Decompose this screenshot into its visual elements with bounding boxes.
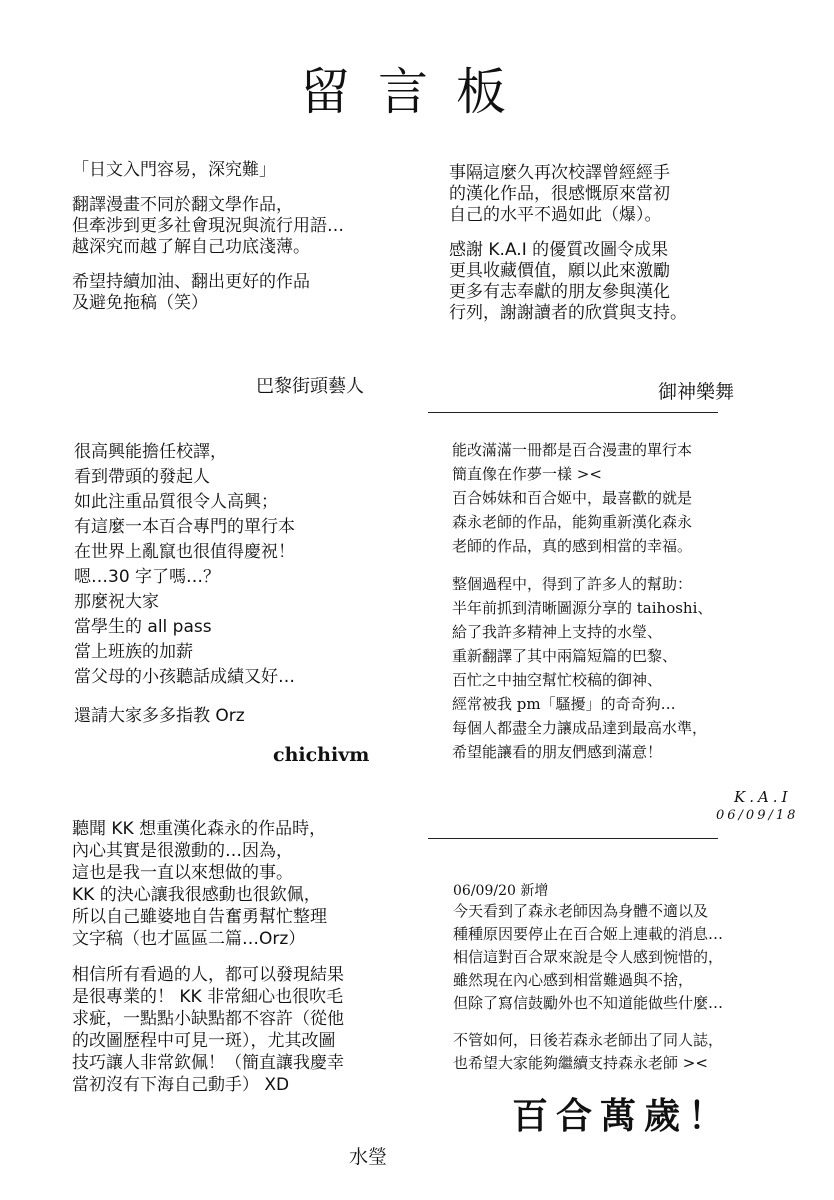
text-line: 事隔這麼久再次校譯曾經經手 bbox=[449, 163, 670, 183]
text-line: 但除了寫信鼓勵外也不知道能做些什麼… bbox=[453, 994, 724, 1012]
text-line: 但牽涉到更多社會現況與流行用語… bbox=[72, 216, 344, 236]
text-line: 技巧讓人非常欽佩！（簡直讓我慶幸 bbox=[72, 1053, 344, 1073]
text-line: 森永老師的作品，能夠重新漢化森永 bbox=[452, 513, 693, 531]
text-line: 如此注重品質很令人高興； bbox=[74, 492, 278, 512]
blank-line bbox=[449, 226, 687, 240]
divider-top-right bbox=[428, 412, 718, 413]
signature-paris: 巴黎街頭藝人 bbox=[256, 376, 364, 397]
text-line: 簡直像在作夢一樣 >< bbox=[452, 465, 602, 483]
text-line: 是很專業的！ KK 非常細心也很吹毛 bbox=[72, 987, 344, 1007]
text-line: 整個過程中，得到了許多人的幫助： bbox=[452, 575, 693, 593]
divider-middle-right bbox=[428, 838, 718, 839]
text-line: 當學生的 all pass bbox=[74, 617, 212, 637]
text-line: 老師的作品，真的感到相當的幸福。 bbox=[452, 537, 693, 555]
message-update bbox=[453, 900, 723, 1075]
text-line: 雖然現在內心感到相當難過與不捨， bbox=[453, 971, 694, 989]
text-line: 「日文入門容易，深究難」 bbox=[72, 160, 276, 180]
text-line: 內心其實是很激動的…因為， bbox=[72, 841, 293, 861]
text-line: 很高興能擔任校譯， bbox=[74, 442, 227, 462]
text-line: 百忙之中抽空幫忙校稿的御神、 bbox=[452, 671, 663, 689]
text-line: 當父母的小孩聽話成績又好… bbox=[74, 667, 295, 687]
text-line: 這也是我一直以來想做的事。 bbox=[72, 863, 293, 883]
blank-line bbox=[72, 258, 344, 272]
text-line: 那麼祝大家 bbox=[74, 592, 159, 612]
text-line: 嗯…30 字了嗎…？ bbox=[74, 567, 221, 587]
text-line: 感謝 K.A.I 的優質改圖令成果 bbox=[449, 240, 669, 260]
text-line: 希望持續加油、翻出更好的作品 bbox=[72, 272, 310, 292]
text-line: 當初沒有下海自己動手） XD bbox=[72, 1075, 290, 1095]
text-line: 今天看到了森永老師因為身體不適以及 bbox=[453, 902, 709, 920]
text-line: 不管如何，日後若森永老師出了同人誌， bbox=[453, 1031, 724, 1049]
text-line: 有這麼一本百合專門的單行本 bbox=[74, 517, 295, 537]
text-line: 的漢化作品，很感慨原來當初 bbox=[449, 184, 670, 204]
message-kai bbox=[452, 438, 712, 764]
blank-line bbox=[72, 950, 344, 964]
text-line: 重新翻譯了其中兩篇短篇的巴黎、 bbox=[452, 647, 678, 665]
signature-kai: K.A.I bbox=[734, 788, 792, 806]
text-line: 求疵，一點點小缺點都不容許（從他 bbox=[72, 1009, 344, 1029]
closing-banzai: 百合萬歲！ bbox=[512, 1096, 733, 1137]
signature-mikagura: 御神樂舞 bbox=[658, 381, 735, 403]
text-line: KK 的決心讓我很感動也很欽佩， bbox=[72, 885, 321, 905]
text-line: 越深究而越了解自己功底淺薄。 bbox=[72, 237, 310, 257]
signature-chichivm: chichivm bbox=[273, 744, 370, 766]
text-line: 當上班族的加薪 bbox=[74, 642, 193, 662]
page-title: 留言板 bbox=[300, 63, 534, 121]
text-line: 聽聞 KK 想重漢化森永的作品時， bbox=[72, 819, 327, 839]
text-line: 百合姊妹和百合姬中，最喜歡的就是 bbox=[452, 489, 693, 507]
text-line: 也希望大家能夠繼續支持森永老師 >< bbox=[453, 1054, 708, 1072]
text-line: 所以自己雖婆地自告奮勇幫忙整理 bbox=[72, 907, 327, 927]
text-line: 相信這對百合眾來說是令人感到惋惜的， bbox=[453, 948, 724, 966]
text-line: 更多有志奉獻的朋友參與漢化 bbox=[449, 282, 670, 302]
text-line: 給了我許多精神上支持的水瑩、 bbox=[452, 623, 663, 641]
update-header: 06/09/20 新增 bbox=[453, 883, 549, 899]
text-line: 及避免拖稿（笑） bbox=[72, 293, 208, 313]
blank-line bbox=[74, 690, 295, 704]
text-line: 希望能讓看的朋友們感到滿意！ bbox=[452, 743, 663, 761]
text-line: 自己的水平不過如此（爆）。 bbox=[449, 205, 662, 225]
text-line: 行列，謝謝讀者的欣賞與支持。 bbox=[449, 303, 687, 323]
text-line: 還請大家多多指教 Orz bbox=[74, 706, 245, 726]
text-line: 種種原因要停止在百合姬上連載的消息… bbox=[453, 925, 724, 943]
text-line: 看到帶頭的發起人 bbox=[74, 467, 210, 487]
text-line: 半年前抓到清晰圖源分享的 taihoshi、 bbox=[452, 599, 713, 617]
text-line: 的改圖歷程中可見一斑），尤其改圖 bbox=[72, 1031, 336, 1051]
text-line: 更具收藏價值，願以此來激勵 bbox=[449, 261, 670, 281]
text-line: 翻譯漫畫不同於翻文學作品， bbox=[72, 195, 293, 215]
text-line: 能改滿滿一冊都是百合漫畫的單行本 bbox=[452, 441, 693, 459]
text-line: 相信所有看過的人，都可以發現結果 bbox=[72, 965, 344, 985]
blank-line bbox=[453, 1015, 723, 1029]
blank-line bbox=[72, 181, 344, 195]
signature-kai-date: 06/09/18 bbox=[716, 808, 799, 823]
text-line: 在世界上亂竄也很值得慶祝！ bbox=[74, 542, 295, 562]
message-chichivm bbox=[74, 440, 295, 729]
message-suiying bbox=[72, 818, 344, 1096]
message-paris bbox=[72, 160, 344, 314]
blank-line bbox=[452, 558, 712, 572]
signature-suiying: 水瑩 bbox=[349, 1146, 388, 1168]
text-line: 文字稿（也才區區二篇…Orz） bbox=[72, 929, 306, 949]
text-line: 經常被我 pm「騷擾」的奇奇狗… bbox=[452, 695, 676, 713]
text-line: 每個人都盡全力讓成品達到最高水準， bbox=[452, 719, 708, 737]
message-mikagura bbox=[449, 163, 687, 324]
